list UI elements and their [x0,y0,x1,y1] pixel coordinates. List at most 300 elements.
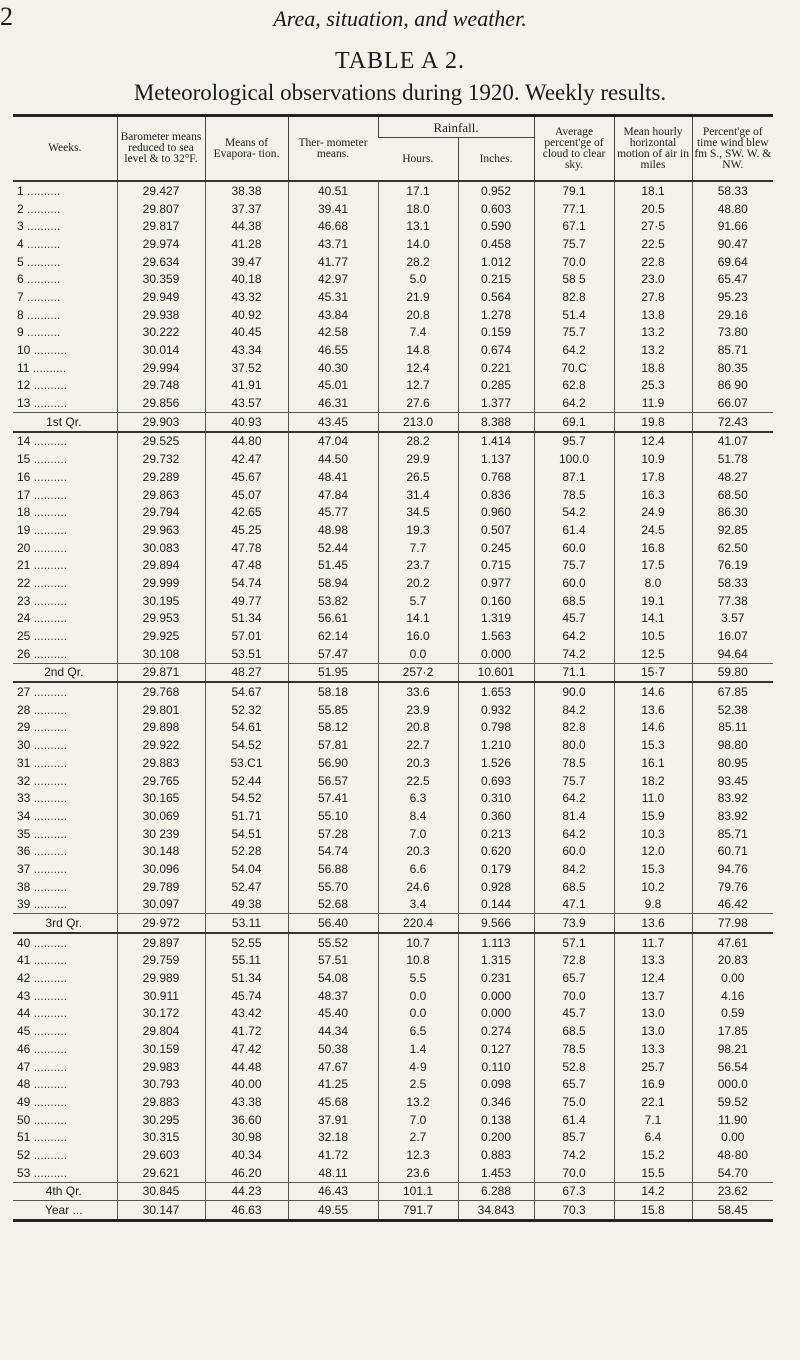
leader-dots: .......... [23,289,61,304]
cell-rain-inches: 1.563 [458,627,534,645]
week-number: 19 [17,522,31,537]
cell-rain-inches: 0.000 [458,645,534,663]
cell-thermometer: 57.81 [288,736,378,754]
cell-wind-motion: 12.4 [614,969,692,987]
week-number: 9 [17,325,24,340]
table-row [13,825,773,843]
table-row [13,627,773,645]
cell-rain-hours: 22.7 [378,736,458,754]
cell-barometer: 30.845 [117,1182,205,1201]
cell-week [13,394,117,412]
cell-rain-inches: 1.319 [458,610,534,628]
cell-cloud: 67.1 [534,217,614,235]
cell-week [13,842,117,860]
header-thermometer: Ther- mometer means. [288,116,378,182]
week-number: 37 [17,861,31,876]
cell-week [13,789,117,807]
table-row [13,1164,773,1182]
cell-evaporation: 51.34 [205,610,288,628]
cell-rain-inches: 0.144 [458,896,534,914]
week-number: 44 [17,1006,31,1021]
cell-rain-hours: 7.0 [378,1111,458,1129]
table-row [13,701,773,719]
cell-rain-inches: 0.285 [458,377,534,395]
cell-evaporation: 43.42 [205,1005,288,1023]
cell-cloud: 70.C [534,359,614,377]
cell-wind-percent: 85.71 [692,341,773,359]
leader-dots: .......... [30,844,68,859]
cell-rain-hours: 5.0 [378,270,458,288]
cell-wind-motion: 13.6 [614,701,692,719]
cell-rain-hours: 12.3 [378,1146,458,1164]
cell-wind-percent: 58.45 [692,1201,773,1221]
week-number: 45 [17,1024,31,1039]
cell-wind-motion: 13.3 [614,952,692,970]
table-row [13,253,773,271]
leader-dots: .......... [30,755,68,770]
cell-barometer: 29.856 [117,394,205,412]
cell-thermometer: 56.40 [288,914,378,933]
cell-evaporation: 44.38 [205,217,288,235]
cell-barometer: 29.989 [117,969,205,987]
cell-rain-hours: 0.0 [378,1005,458,1023]
leader-dots: .......... [30,1130,68,1145]
cell-thermometer: 54.74 [288,842,378,860]
cell-wind-motion: 15.5 [614,1164,692,1182]
cell-evaporation: 54.67 [205,682,288,701]
cell-rain-hours: 20.8 [378,306,458,324]
cell-evaporation: 39.47 [205,253,288,271]
cell-evaporation: 41.72 [205,1022,288,1040]
cell-week: 2nd Qr. [13,663,117,682]
cell-cloud: 74.2 [534,645,614,663]
cell-wind-motion: 22.8 [614,253,692,271]
cell-week [13,1164,117,1182]
leader-dots: .......... [30,971,68,986]
cell-barometer: 29.525 [117,432,205,451]
cell-wind-percent: 52.38 [692,701,773,719]
cell-cloud: 61.4 [534,521,614,539]
cell-week [13,1022,117,1040]
week-number: 2 [17,201,24,216]
cell-wind-percent: 72.43 [692,412,773,431]
cell-rain-hours: 28.2 [378,253,458,271]
cell-cloud: 79.1 [534,181,614,200]
cell-barometer: 29.603 [117,1146,205,1164]
table-row [13,556,773,574]
cell-barometer: 29.994 [117,359,205,377]
cell-rain-hours: 7.7 [378,539,458,557]
cell-cloud: 78.5 [534,1040,614,1058]
cell-wind-percent: 11.90 [692,1111,773,1129]
week-number: 21 [17,558,31,573]
table-row [13,952,773,970]
cell-evaporation: 53.51 [205,645,288,663]
cell-wind-motion: 13.7 [614,987,692,1005]
leader-dots: .......... [30,396,68,411]
cell-barometer: 29.999 [117,574,205,592]
week-number: 14 [17,434,31,449]
cell-rain-inches: 0.245 [458,539,534,557]
cell-cloud: 45.7 [534,1005,614,1023]
cell-cloud: 64.2 [534,825,614,843]
table-row [13,181,773,200]
cell-barometer: 30.315 [117,1128,205,1146]
table-row [13,539,773,557]
week-number: 20 [17,540,31,555]
cell-evaporation: 51.71 [205,807,288,825]
cell-evaporation: 42.65 [205,503,288,521]
header-inches: Inches. [458,138,534,182]
cell-evaporation: 41.28 [205,235,288,253]
cell-barometer: 30.148 [117,842,205,860]
cell-cloud: 65.7 [534,969,614,987]
table-row [13,450,773,468]
table-row [13,807,773,825]
cell-wind-percent: 62.50 [692,539,773,557]
cell-wind-motion: 18.1 [614,181,692,200]
cell-thermometer: 44.50 [288,450,378,468]
week-number: 29 [17,720,31,735]
cell-cloud: 70.3 [534,1201,614,1221]
cell-wind-percent: 94.76 [692,860,773,878]
leader-dots: .......... [30,1165,68,1180]
cell-week [13,288,117,306]
cell-rain-inches: 0.360 [458,807,534,825]
cell-wind-motion: 16.3 [614,486,692,504]
cell-rain-inches: 0.507 [458,521,534,539]
cell-evaporation: 40.92 [205,306,288,324]
table-row [13,200,773,218]
cell-rain-hours: 8.4 [378,807,458,825]
cell-rain-inches: 0.674 [458,341,534,359]
cell-barometer: 29.427 [117,181,205,200]
cell-thermometer: 42.58 [288,324,378,342]
cell-wind-percent: 90.47 [692,235,773,253]
cell-thermometer: 56.57 [288,772,378,790]
cell-wind-motion: 19.1 [614,592,692,610]
leader-dots: .......... [30,1006,68,1021]
table-row [13,772,773,790]
quarter-summary-row [13,914,773,933]
cell-cloud: 64.2 [534,627,614,645]
table-row [13,288,773,306]
cell-rain-inches: 1.414 [458,432,534,451]
cell-evaporation: 52.47 [205,878,288,896]
cell-barometer: 30.069 [117,807,205,825]
cell-rain-inches: 0.952 [458,181,534,200]
cell-thermometer: 48.98 [288,521,378,539]
cell-evaporation: 42.47 [205,450,288,468]
cell-week [13,896,117,914]
cell-week [13,1040,117,1058]
cell-rain-hours: 0.0 [378,645,458,663]
cell-barometer: 29.801 [117,701,205,719]
cell-rain-hours: 0.0 [378,987,458,1005]
cell-wind-percent: 65.47 [692,270,773,288]
cell-wind-percent: 23.62 [692,1182,773,1201]
cell-thermometer: 45.40 [288,1005,378,1023]
week-number: 10 [17,343,31,358]
cell-rain-hours: 23.7 [378,556,458,574]
cell-week: 1st Qr. [13,412,117,431]
week-number: 31 [17,755,31,770]
leader-dots: .......... [30,1077,68,1092]
cell-cloud: 60.0 [534,842,614,860]
cell-thermometer: 45.01 [288,377,378,395]
cell-wind-motion: 27·5 [614,217,692,235]
cell-week [13,1146,117,1164]
cell-cloud: 85.7 [534,1128,614,1146]
table-row [13,1040,773,1058]
cell-week [13,1005,117,1023]
cell-wind-percent: 48.80 [692,200,773,218]
cell-wind-motion: 13.0 [614,1005,692,1023]
cell-wind-motion: 13.2 [614,324,692,342]
cell-wind-percent: 48·80 [692,1146,773,1164]
cell-barometer: 29.953 [117,610,205,628]
cell-evaporation: 37.37 [205,200,288,218]
leader-dots: .......... [30,593,68,608]
cell-evaporation: 54.52 [205,736,288,754]
cell-thermometer: 41.72 [288,1146,378,1164]
cell-rain-hours: 101.1 [378,1182,458,1201]
cell-wind-motion: 14.2 [614,1182,692,1201]
cell-wind-motion: 15.3 [614,860,692,878]
cell-rain-hours: 13.2 [378,1093,458,1111]
cell-wind-motion: 19.8 [614,412,692,431]
cell-wind-motion: 25.7 [614,1058,692,1076]
leader-dots: .......... [23,272,61,287]
cell-cloud: 84.2 [534,860,614,878]
cell-evaporation: 44.23 [205,1182,288,1201]
cell-rain-inches: 0.798 [458,719,534,737]
cell-rain-hours: 3.4 [378,896,458,914]
week-number: 11 [17,360,30,375]
cell-evaporation: 46.63 [205,1201,288,1221]
week-number: 33 [17,791,31,806]
leader-dots: .......... [23,307,61,322]
cell-wind-motion: 24.5 [614,521,692,539]
table-row [13,592,773,610]
cell-wind-motion: 18.8 [614,359,692,377]
cell-thermometer: 46.68 [288,217,378,235]
cell-rain-hours: 5.5 [378,969,458,987]
quarter-summary-row [13,412,773,431]
cell-rain-hours: 24.6 [378,878,458,896]
cell-rain-inches: 0.215 [458,270,534,288]
leader-dots: .......... [30,575,68,590]
cell-rain-inches: 0.564 [458,288,534,306]
cell-wind-motion: 16.1 [614,754,692,772]
cell-wind-percent: 86 90 [692,377,773,395]
cell-thermometer: 43.84 [288,306,378,324]
cell-evaporation: 46.20 [205,1164,288,1182]
cell-cloud: 78.5 [534,754,614,772]
table-row [13,736,773,754]
cell-thermometer: 39.41 [288,200,378,218]
header-wind-percent: Percent'ge of time wind blew fm S., SW. W. & NW. [692,116,773,182]
cell-week [13,952,117,970]
cell-barometer: 29.871 [117,663,205,682]
cell-wind-motion: 15.8 [614,1201,692,1221]
week-number: 4 [17,236,24,251]
leader-dots: .......... [30,611,68,626]
cell-thermometer: 47.67 [288,1058,378,1076]
week-number: 24 [17,611,31,626]
cell-evaporation: 45.74 [205,987,288,1005]
cell-rain-inches: 0.346 [458,1093,534,1111]
leader-dots: .......... [30,1024,68,1039]
week-number: 40 [17,935,31,950]
cell-wind-motion: 10.9 [614,450,692,468]
cell-barometer: 29.863 [117,486,205,504]
cell-week [13,645,117,663]
table-row [13,306,773,324]
week-number: 25 [17,629,31,644]
cell-wind-motion: 11.0 [614,789,692,807]
cell-cloud: 52.8 [534,1058,614,1076]
week-number: 43 [17,988,31,1003]
cell-thermometer: 58.12 [288,719,378,737]
cell-rain-hours: 257·2 [378,663,458,682]
table-body [13,181,773,1220]
cell-barometer: 30.295 [117,1111,205,1129]
cell-week [13,807,117,825]
cell-wind-motion: 11.9 [614,394,692,412]
cell-barometer: 29.949 [117,288,205,306]
cell-thermometer: 58.18 [288,682,378,701]
table-row [13,860,773,878]
table-row [13,1093,773,1111]
week-number: 52 [17,1147,31,1162]
cell-evaporation: 47.42 [205,1040,288,1058]
cell-evaporation: 53.C1 [205,754,288,772]
cell-rain-inches: 8.388 [458,412,534,431]
cell-wind-percent: 20.83 [692,952,773,970]
cell-rain-inches: 0.620 [458,842,534,860]
cell-wind-percent: 0.00 [692,969,773,987]
cell-rain-inches: 0.883 [458,1146,534,1164]
cell-rain-inches: 0.928 [458,878,534,896]
cell-rain-inches: 1.113 [458,933,534,952]
cell-barometer: 29.804 [117,1022,205,1040]
cell-wind-motion: 15.2 [614,1146,692,1164]
leader-dots: .......... [30,720,68,735]
cell-cloud: 70.0 [534,253,614,271]
cell-barometer: 29.732 [117,450,205,468]
cell-wind-percent: 16.07 [692,627,773,645]
cell-wind-percent: 66.07 [692,394,773,412]
week-number: 12 [17,378,31,393]
cell-thermometer: 47.04 [288,432,378,451]
cell-week [13,610,117,628]
cell-week [13,341,117,359]
cell-wind-percent: 80.95 [692,754,773,772]
cell-wind-percent: 93.45 [692,772,773,790]
cell-thermometer: 55.10 [288,807,378,825]
leader-dots: .......... [30,469,68,484]
week-number: 26 [17,646,31,661]
cell-wind-percent: 59.80 [692,663,773,682]
table-row [13,1022,773,1040]
cell-barometer: 29.883 [117,1093,205,1111]
cell-wind-percent: 51.78 [692,450,773,468]
cell-thermometer: 41.77 [288,253,378,271]
leader-dots: .......... [30,773,68,788]
cell-rain-hours: 6.5 [378,1022,458,1040]
cell-rain-hours: 20.8 [378,719,458,737]
cell-barometer: 30.096 [117,860,205,878]
cell-rain-hours: 12.7 [378,377,458,395]
header-cloud: Average percent'ge of cloud to clear sky. [534,116,614,182]
cell-rain-inches: 0.231 [458,969,534,987]
cell-evaporation: 54.74 [205,574,288,592]
cell-rain-hours: 13.1 [378,217,458,235]
cell-barometer: 29.897 [117,933,205,952]
page-number: 2 [0,2,13,31]
week-number: 18 [17,505,31,520]
cell-wind-percent: 83.92 [692,807,773,825]
cell-evaporation: 30.98 [205,1128,288,1146]
cell-rain-hours: 12.4 [378,359,458,377]
cell-rain-hours: 18.0 [378,200,458,218]
cell-evaporation: 40.18 [205,270,288,288]
cell-evaporation: 45.25 [205,521,288,539]
cell-rain-hours: 1.4 [378,1040,458,1058]
cell-evaporation: 41.91 [205,377,288,395]
cell-wind-motion: 6.4 [614,1128,692,1146]
cell-barometer: 29.789 [117,878,205,896]
cell-barometer: 29.922 [117,736,205,754]
table-row [13,235,773,253]
cell-wind-motion: 12.4 [614,432,692,451]
cell-cloud: 74.2 [534,1146,614,1164]
week-number: 35 [17,826,31,841]
week-number: 36 [17,844,31,859]
cell-wind-motion: 12.5 [614,645,692,663]
cell-week [13,825,117,843]
cell-barometer: 30.097 [117,896,205,914]
cell-evaporation: 40.93 [205,412,288,431]
cell-cloud: 84.2 [534,701,614,719]
cell-week [13,878,117,896]
cell-cloud: 61.4 [534,1111,614,1129]
cell-rain-hours: 28.2 [378,432,458,451]
leader-dots: .......... [23,325,61,340]
leader-dots: .......... [30,808,68,823]
cell-barometer: 30.172 [117,1005,205,1023]
cell-wind-percent: 0.59 [692,1005,773,1023]
cell-rain-inches: 34.843 [458,1201,534,1221]
cell-evaporation: 53.11 [205,914,288,933]
cell-thermometer: 37.91 [288,1111,378,1129]
cell-wind-percent: 77.98 [692,914,773,933]
leader-dots: .......... [23,236,61,251]
leader-dots: .......... [30,791,68,806]
cell-rain-inches: 0.127 [458,1040,534,1058]
cell-rain-inches: 0.179 [458,860,534,878]
cell-rain-hours: 23.6 [378,1164,458,1182]
cell-week [13,359,117,377]
cell-barometer: 30.083 [117,539,205,557]
cell-barometer: 30.014 [117,341,205,359]
table-row [13,1146,773,1164]
cell-thermometer: 48.41 [288,468,378,486]
table-row [13,270,773,288]
cell-week [13,324,117,342]
cell-cloud: 65.7 [534,1075,614,1093]
